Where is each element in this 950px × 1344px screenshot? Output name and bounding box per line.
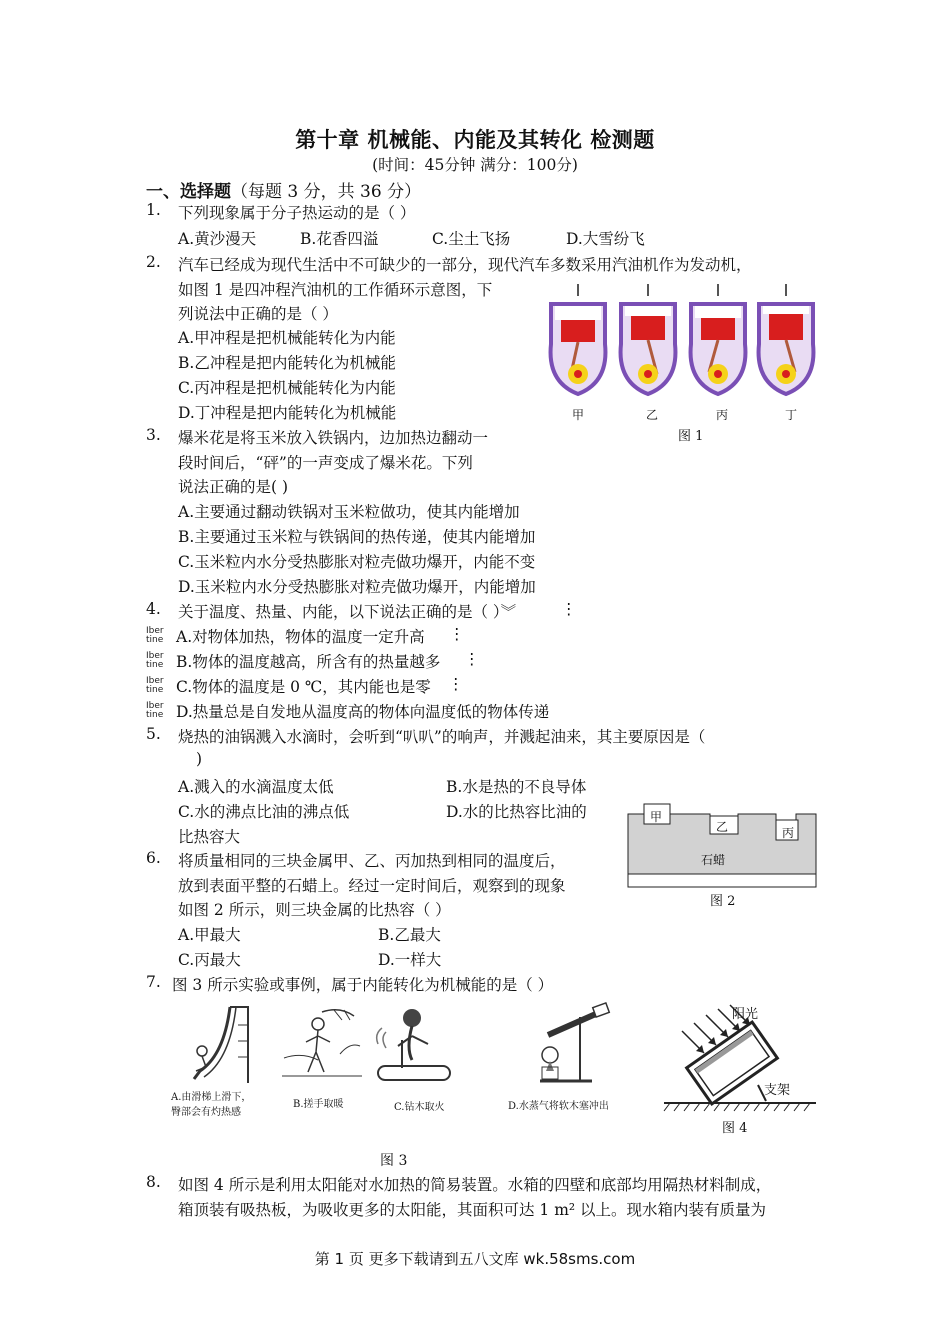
fig2-label-yi: 乙 [716,820,729,834]
fig1-label-ding: 丁 [785,408,798,422]
q6-line1: 将质量相同的三块金属甲、乙、丙加热到相同的温度后， [178,852,566,870]
q5-option-a: A.溅入的水滴温度太低 [178,778,334,796]
q4-edit-mark-d: Iber tine [146,701,164,720]
q3-option-d: D.玉米粒内水分受热膨胀对粒壳做功爆开，内能增加 [178,578,536,596]
fig3-caption-a-line1: A.由滑梯上滑下， [171,1092,252,1103]
q6-option-b: B.乙最大 [378,926,441,944]
q1-option-a: A.黄沙漫天 [178,230,257,248]
fig3-caption: 图 3 [380,1153,408,1169]
q3-option-b: B.主要通过玉米粒与铁锅间的热传递，使其内能增加 [178,528,536,546]
q2-number: 2. [146,253,161,271]
q7-number: 7. [146,973,161,991]
q4-edit-mark-a: Iber tine [146,626,164,645]
fig4-sun-label: 阳光 [732,1007,759,1022]
fig4-caption: 图 4 [722,1121,748,1136]
q6-line2: 放到表面平整的石蜡上。经过一定时间后，观察到的现象 [178,877,566,895]
q6-option-d: D.一样大 [378,951,442,969]
q5-option-d-continued: 比热容大 [178,828,241,846]
q3-line3: 说法正确的是( ) [178,478,289,496]
page-title: 第十章 机械能、内能及其转化 检测题 [295,127,655,152]
fig2-wax-label: 石蜡 [701,853,726,867]
q1-number: 1. [146,201,161,219]
q4-stem: 关于温度、热量、内能，以下说法正确的是（ ）︾ [178,603,517,621]
fig1-label-bing: 丙 [716,408,729,422]
q2-option-a: A.甲冲程是把机械能转化为内能 [178,329,396,347]
q8-number: 8. [146,1173,161,1191]
q2-option-d: D.丁冲程是把内能转化为机械能 [178,404,397,422]
q3-line2: 段时间后，“砰”的一声变成了爆米花。下列 [178,454,473,472]
figure-3-steam-cork-illustration [528,1005,612,1085]
q4-option-b: B.物体的温度越高，所含有的热量越多 [176,653,441,671]
figure-1-engine-diagram [545,282,817,422]
q4-option-a: A.对物体加热，物体的温度一定升高 [176,628,425,646]
fig2-label-jia: 甲 [650,810,663,824]
figure-3-drilling-wood-illustration [372,1004,454,1088]
q2-line1: 汽车已经成为现代生活中不可缺少的一部分，现代汽车多数采用汽油机作为发动机， [178,256,752,274]
q3-option-c: C.玉米粒内水分受热膨胀对粒壳做功爆开，内能不变 [178,553,536,571]
fig3-caption-d: D.水蒸气将软木塞冲出 [508,1101,609,1112]
q6-option-a: A.甲最大 [178,926,241,944]
q4-option-d: D.热量总是自发地从温度高的物体向温度低的物体传递 [176,703,550,721]
fig2-caption: 图 2 [710,894,736,909]
q8-line1: 如图 4 所示是利用太阳能对水加热的简易装置。水箱的四壁和底部均用隔热材料制成， [178,1176,772,1194]
q1-option-d: D.大雪纷飞 [566,230,645,248]
q6-option-c: C.丙最大 [178,951,241,969]
q7-stem: 图 3 所示实验或事例，属于内能转化为机械能的是（ ） [172,976,554,994]
q4-option-c-dots: ⋮ [448,675,464,693]
page-subtitle: (时间：45分钟 满分：100分) [372,156,578,174]
q4-number: 4. [146,600,161,618]
q6-number: 6. [146,849,161,867]
q5-option-b: B.水是热的不良导体 [446,778,587,796]
fig1-caption: 图 1 [678,429,704,444]
fig2-label-bing: 丙 [782,826,795,840]
fig3-caption-b: B.搓手取暖 [293,1099,344,1110]
q4-edit-mark-b: Iber tine [146,651,164,670]
q1-option-c: C.尘土飞扬 [432,230,511,248]
q5-option-c: C.水的沸点比油的沸点低 [178,803,350,821]
q6-line3: 如图 2 所示，则三块金属的比热容（ ） [178,901,451,919]
engine-stroke-bing [691,284,746,394]
engine-stroke-jia [551,284,606,394]
q8-line2: 箱顶装有吸热板，为吸收更多的太阳能，其面积可达 1 m² 以上。现水箱内装有质量为 [178,1201,767,1219]
q2-line2: 如图 1 是四冲程汽油机的工作循环示意图，下 [178,281,493,299]
q3-line1: 爆米花是将玉米放入铁锅内，边加热边翻动一 [178,429,489,447]
fig3-caption-c: C.钻木取火 [394,1102,445,1113]
q5-option-d: D.水的比热容比油的 [446,803,587,821]
fig3-caption-a-line2: 臀部会有灼热感 [171,1107,241,1118]
figure-3-rubbing-hands-illustration [282,1002,362,1084]
q5-number: 5. [146,725,161,743]
figure-4-solar-heater-diagram [664,1005,816,1121]
q4-edit-mark-c: Iber tine [146,676,164,695]
q2-line3: 列说法中正确的是（ ） [178,305,338,323]
q1-option-b: B.花香四溢 [300,230,379,248]
q5-line1: 烧热的油锅溅入水滴时，会听到“叭叭”的响声，并溅起油来，其主要原因是（ [178,728,706,746]
page-footer: 第 1 页 更多下载请到五八文库 wk.58sms.com [314,1250,636,1268]
engine-stroke-yi [621,284,676,394]
fig1-label-jia: 甲 [572,408,585,422]
section-heading: 一、选择题（每题 3 分，共 36 分） [146,182,422,202]
q1-stem: 下列现象属于分子热运动的是（ ） [178,204,416,222]
fig4-support-label: 支架 [764,1083,791,1098]
q4-option-c: C.物体的温度是 0 ℃，其内能也是零 [176,678,431,696]
q3-option-a: A.主要通过翻动铁锅对玉米粒做功，使其内能增加 [178,503,520,521]
q4-option-a-dots: ⋮ [449,625,465,643]
q2-option-c: C.丙冲程是把机械能转化为内能 [178,379,396,397]
q2-option-b: B.乙冲程是把内能转化为机械能 [178,354,396,372]
q4-option-b-dots: ⋮ [464,650,480,668]
q5-line2: ) [196,750,203,768]
fig1-label-yi: 乙 [646,408,659,422]
figure-3-slide-illustration [190,1005,254,1087]
engine-stroke-ding [759,284,814,394]
q4-anchor-dots: ⋮ [561,600,577,618]
q3-number: 3. [146,426,161,444]
